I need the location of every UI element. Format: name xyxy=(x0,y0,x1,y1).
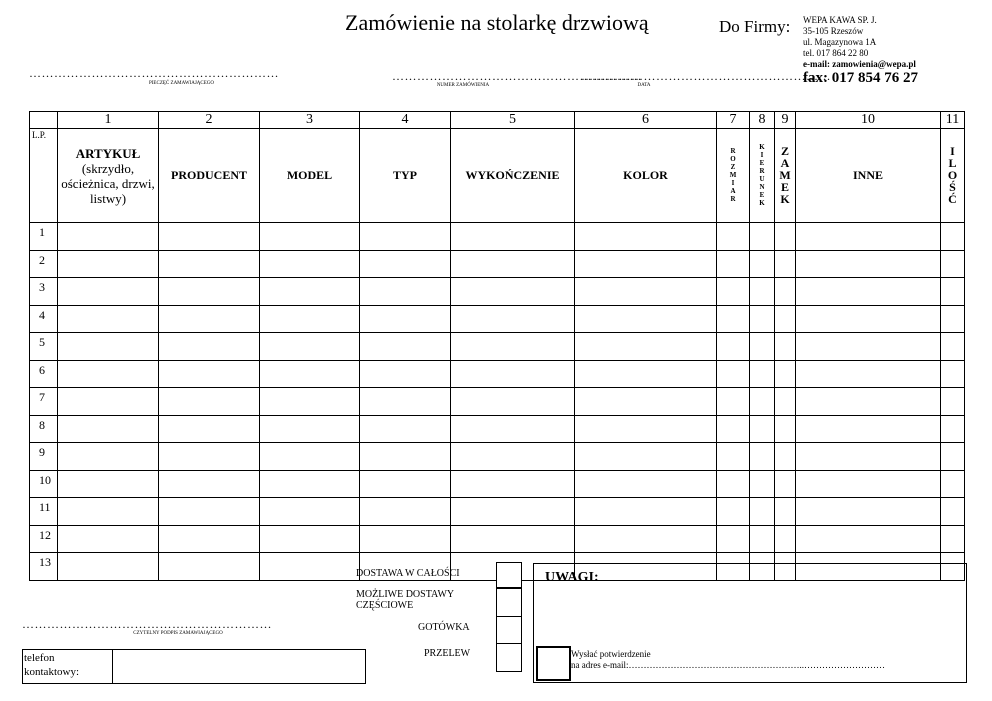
column-number: 7 xyxy=(717,112,750,129)
table-cell[interactable] xyxy=(360,333,451,361)
table-cell[interactable] xyxy=(575,498,717,526)
table-cell[interactable] xyxy=(796,360,941,388)
table-cell[interactable] xyxy=(360,250,451,278)
table-cell[interactable] xyxy=(796,498,941,526)
row-number: 11 xyxy=(30,498,58,526)
confirmation-line1: Wysłać potwierdzenie xyxy=(571,649,651,659)
table-cell[interactable] xyxy=(775,305,796,333)
table-cell[interactable] xyxy=(575,278,717,306)
table-cell[interactable] xyxy=(575,470,717,498)
column-number: 2 xyxy=(159,112,260,129)
table-cell[interactable] xyxy=(58,470,159,498)
table-cell[interactable] xyxy=(750,305,775,333)
notes-title: UWAGI: xyxy=(545,570,599,585)
table-cell[interactable] xyxy=(159,470,260,498)
table-cell[interactable] xyxy=(58,360,159,388)
table-cell[interactable] xyxy=(941,223,965,251)
payment-cash-label: GOTÓWKA xyxy=(418,622,470,633)
table-cell[interactable] xyxy=(717,305,750,333)
table-row xyxy=(30,498,965,526)
table-cell[interactable] xyxy=(451,250,575,278)
column-number: 8 xyxy=(750,112,775,129)
row-number: 13 xyxy=(30,553,58,581)
recipient-label: Do Firmy: xyxy=(719,17,791,36)
delivery-partial-line1: MOŻLIWE DOSTAWY xyxy=(356,589,455,600)
table-cell[interactable] xyxy=(796,250,941,278)
table-cell[interactable] xyxy=(360,443,451,471)
vertical-label: R O Z M I A R xyxy=(729,146,737,203)
quantity-header xyxy=(941,129,965,223)
table-cell[interactable] xyxy=(260,470,360,498)
table-cell[interactable] xyxy=(58,305,159,333)
table-cell[interactable] xyxy=(775,223,796,251)
finish-header: WYKOŃCZENIE xyxy=(451,129,575,223)
table-cell[interactable] xyxy=(941,333,965,361)
row-number: 2 xyxy=(30,250,58,278)
table-cell[interactable] xyxy=(575,415,717,443)
payment-transfer-label: PRZELEW xyxy=(424,648,471,659)
table-cell[interactable] xyxy=(451,525,575,553)
table-row xyxy=(30,388,965,416)
table-cell[interactable] xyxy=(941,470,965,498)
table-cell[interactable] xyxy=(750,525,775,553)
table-cell[interactable] xyxy=(159,553,260,581)
table-cell[interactable] xyxy=(360,415,451,443)
size-header xyxy=(717,129,750,223)
delivery-partial-line2: CZĘŚCIOWE xyxy=(356,600,414,611)
table-cell[interactable] xyxy=(159,333,260,361)
column-number: 9 xyxy=(775,112,796,129)
table-cell[interactable] xyxy=(451,278,575,306)
table-cell[interactable] xyxy=(775,470,796,498)
type-header: TYP xyxy=(360,129,451,223)
table-cell[interactable] xyxy=(451,415,575,443)
table-cell[interactable] xyxy=(717,415,750,443)
vertical-label: K I E R U N E K xyxy=(759,142,765,207)
order-table xyxy=(29,111,965,581)
confirmation-checkbox[interactable] xyxy=(536,646,571,681)
other-header: INNE xyxy=(796,129,941,223)
table-cell[interactable] xyxy=(575,388,717,416)
row-number: 9 xyxy=(30,443,58,471)
row-number: 6 xyxy=(30,360,58,388)
table-cell[interactable] xyxy=(159,388,260,416)
table-cell[interactable] xyxy=(260,278,360,306)
column-number: 3 xyxy=(260,112,360,129)
table-cell[interactable] xyxy=(717,278,750,306)
table-cell[interactable] xyxy=(941,415,965,443)
table-cell[interactable] xyxy=(260,250,360,278)
table-row xyxy=(30,415,965,443)
row-number: 7 xyxy=(30,388,58,416)
row-number: 12 xyxy=(30,525,58,553)
table-cell[interactable] xyxy=(260,360,360,388)
table-cell[interactable] xyxy=(159,250,260,278)
table-cell[interactable] xyxy=(360,388,451,416)
table-cell[interactable] xyxy=(775,360,796,388)
table-cell[interactable] xyxy=(360,470,451,498)
table-cell[interactable] xyxy=(159,278,260,306)
table-row xyxy=(30,278,965,306)
table-cell[interactable] xyxy=(775,278,796,306)
article-hint: (skrzydło, ościeżnica, drzwi, listwy) xyxy=(61,160,155,206)
table-cell[interactable] xyxy=(750,223,775,251)
company-postal: 35-105 Rzeszów xyxy=(803,26,864,36)
table-cell[interactable] xyxy=(159,360,260,388)
column-number-row xyxy=(30,112,965,129)
table-cell[interactable] xyxy=(717,250,750,278)
table-row xyxy=(30,470,965,498)
article-label: ARTYKUŁ xyxy=(75,145,141,161)
table-cell[interactable] xyxy=(796,415,941,443)
table-cell[interactable] xyxy=(796,305,941,333)
table-cell[interactable] xyxy=(260,415,360,443)
table-cell[interactable] xyxy=(360,223,451,251)
table-cell[interactable] xyxy=(260,223,360,251)
table-cell[interactable] xyxy=(775,525,796,553)
table-cell[interactable] xyxy=(717,360,750,388)
table-cell[interactable] xyxy=(360,278,451,306)
table-cell[interactable] xyxy=(58,278,159,306)
table-cell[interactable] xyxy=(796,333,941,361)
table-cell[interactable] xyxy=(159,443,260,471)
table-cell[interactable] xyxy=(775,498,796,526)
table-cell[interactable] xyxy=(360,498,451,526)
table-cell[interactable] xyxy=(159,498,260,526)
stamp-caption: PIECZĘĆ ZAMAWIAJĄCEGO xyxy=(148,81,214,86)
table-cell[interactable] xyxy=(451,498,575,526)
delivery-full-label: DOSTAWA W CAŁOŚCI xyxy=(356,568,460,579)
table-cell[interactable] xyxy=(750,443,775,471)
table-cell[interactable] xyxy=(750,250,775,278)
confirmation-text xyxy=(571,649,885,671)
table-cell[interactable] xyxy=(575,223,717,251)
delivery-partial-checkbox[interactable] xyxy=(496,588,522,617)
table-cell[interactable] xyxy=(360,525,451,553)
table-cell[interactable] xyxy=(750,360,775,388)
table-cell[interactable] xyxy=(260,388,360,416)
table-cell[interactable] xyxy=(575,525,717,553)
order-number-caption: NUMER ZAMÓWIENIA xyxy=(436,83,490,88)
table-cell[interactable] xyxy=(360,305,451,333)
stamp-field[interactable]: …………………………………………………… xyxy=(29,66,279,80)
column-number: 5 xyxy=(451,112,575,129)
table-cell[interactable] xyxy=(575,333,717,361)
column-header-row xyxy=(30,129,965,223)
company-name: WEPA KAWA SP. J. xyxy=(803,15,877,25)
table-cell[interactable] xyxy=(159,525,260,553)
table-cell[interactable] xyxy=(941,525,965,553)
table-cell[interactable] xyxy=(451,223,575,251)
table-cell[interactable] xyxy=(796,525,941,553)
phone-label: telefon kontaktowy: xyxy=(24,652,79,678)
table-cell[interactable] xyxy=(796,223,941,251)
color-header: KOLOR xyxy=(575,129,717,223)
signature-field[interactable]: …………………………………………………… xyxy=(22,617,272,631)
table-cell[interactable] xyxy=(717,498,750,526)
table-cell[interactable] xyxy=(796,470,941,498)
table-cell[interactable] xyxy=(260,525,360,553)
table-cell[interactable] xyxy=(451,360,575,388)
table-row xyxy=(30,250,965,278)
company-email: e-mail: zamowienia@wepa.pl xyxy=(803,59,916,69)
table-cell[interactable] xyxy=(58,553,159,581)
table-cell[interactable] xyxy=(58,250,159,278)
table-cell[interactable] xyxy=(717,443,750,471)
table-row xyxy=(30,333,965,361)
table-row xyxy=(30,305,965,333)
table-cell[interactable] xyxy=(941,305,965,333)
table-row xyxy=(30,360,965,388)
table-cell[interactable] xyxy=(750,333,775,361)
column-number-blank xyxy=(30,112,58,129)
table-cell[interactable] xyxy=(159,305,260,333)
row-number: 5 xyxy=(30,333,58,361)
table-cell[interactable] xyxy=(941,250,965,278)
lock-header xyxy=(775,129,796,223)
table-cell[interactable] xyxy=(451,388,575,416)
table-cell[interactable] xyxy=(796,278,941,306)
table-cell[interactable] xyxy=(260,305,360,333)
order-number-field[interactable]: …………………………………………………… xyxy=(392,69,642,83)
table-row xyxy=(30,443,965,471)
table-body xyxy=(30,223,965,581)
table-cell[interactable] xyxy=(159,415,260,443)
table-cell[interactable] xyxy=(159,223,260,251)
table-cell[interactable] xyxy=(796,388,941,416)
model-header: MODEL xyxy=(260,129,360,223)
vertical-label: I L O Ś Ć xyxy=(947,143,958,206)
date-caption: DATA xyxy=(637,83,651,88)
column-number: 6 xyxy=(575,112,717,129)
row-number: 3 xyxy=(30,278,58,306)
lp-header: L.P. xyxy=(30,129,58,223)
signature-caption: CZYTELNY PODPIS ZAMAWIAJĄCEGO xyxy=(133,631,223,636)
row-number: 4 xyxy=(30,305,58,333)
payment-transfer-checkbox[interactable] xyxy=(496,643,522,672)
phone-divider xyxy=(112,649,113,684)
table-cell[interactable] xyxy=(750,470,775,498)
table-cell[interactable] xyxy=(750,498,775,526)
table-cell[interactable] xyxy=(775,333,796,361)
table-cell[interactable] xyxy=(575,250,717,278)
row-number: 1 xyxy=(30,223,58,251)
table-cell[interactable] xyxy=(58,443,159,471)
column-number: 10 xyxy=(796,112,941,129)
table-cell[interactable] xyxy=(58,333,159,361)
producer-header: PRODUCENT xyxy=(159,129,260,223)
table-cell[interactable] xyxy=(451,470,575,498)
direction-header xyxy=(750,129,775,223)
table-cell[interactable] xyxy=(58,415,159,443)
company-phone: tel. 017 864 22 80 xyxy=(803,48,869,58)
table-cell[interactable] xyxy=(750,388,775,416)
table-cell[interactable] xyxy=(575,360,717,388)
table-cell[interactable] xyxy=(717,525,750,553)
row-number: 8 xyxy=(30,415,58,443)
table-cell[interactable] xyxy=(260,553,360,581)
table-cell[interactable] xyxy=(717,388,750,416)
table-cell[interactable] xyxy=(360,360,451,388)
table-cell[interactable] xyxy=(575,305,717,333)
date-field[interactable]: …………………………………………………… xyxy=(581,69,831,83)
phone-input[interactable] xyxy=(115,651,361,682)
table-cell[interactable] xyxy=(451,333,575,361)
column-number: 11 xyxy=(941,112,965,129)
column-number: 1 xyxy=(58,112,159,129)
page-title: Zamówienie na stolarkę drzwiową xyxy=(345,10,649,35)
company-street: ul. Magazynowa 1A xyxy=(803,37,877,47)
table-cell[interactable] xyxy=(941,498,965,526)
table-cell[interactable] xyxy=(575,443,717,471)
table-cell[interactable] xyxy=(796,443,941,471)
table-cell[interactable] xyxy=(58,388,159,416)
table-cell[interactable] xyxy=(260,498,360,526)
table-cell[interactable] xyxy=(451,443,575,471)
table-cell[interactable] xyxy=(941,443,965,471)
table-cell[interactable] xyxy=(260,443,360,471)
table-cell[interactable] xyxy=(775,443,796,471)
table-cell[interactable] xyxy=(717,333,750,361)
confirmation-line2: na adres e-mail:…………………………………………………..……………………… xyxy=(571,660,885,670)
table-cell[interactable] xyxy=(58,223,159,251)
vertical-label: Z A M E K xyxy=(779,143,791,206)
article-header xyxy=(58,129,159,223)
row-number: 10 xyxy=(30,470,58,498)
table-cell[interactable] xyxy=(941,278,965,306)
table-cell[interactable] xyxy=(58,525,159,553)
table-row xyxy=(30,525,965,553)
table-cell[interactable] xyxy=(775,415,796,443)
table-cell[interactable] xyxy=(58,498,159,526)
table-cell[interactable] xyxy=(750,278,775,306)
payment-cash-checkbox[interactable] xyxy=(496,616,522,645)
table-cell[interactable] xyxy=(775,250,796,278)
table-cell[interactable] xyxy=(775,388,796,416)
column-number: 4 xyxy=(360,112,451,129)
table-cell[interactable] xyxy=(941,360,965,388)
company-fax: fax: 017 854 76 27 xyxy=(803,70,918,86)
table-row xyxy=(30,223,965,251)
table-cell[interactable] xyxy=(750,415,775,443)
table-cell[interactable] xyxy=(260,333,360,361)
delivery-partial-label xyxy=(356,589,454,611)
table-cell[interactable] xyxy=(717,470,750,498)
delivery-full-checkbox[interactable] xyxy=(496,562,522,588)
table-cell[interactable] xyxy=(451,305,575,333)
table-cell[interactable] xyxy=(717,223,750,251)
table-cell[interactable] xyxy=(941,388,965,416)
